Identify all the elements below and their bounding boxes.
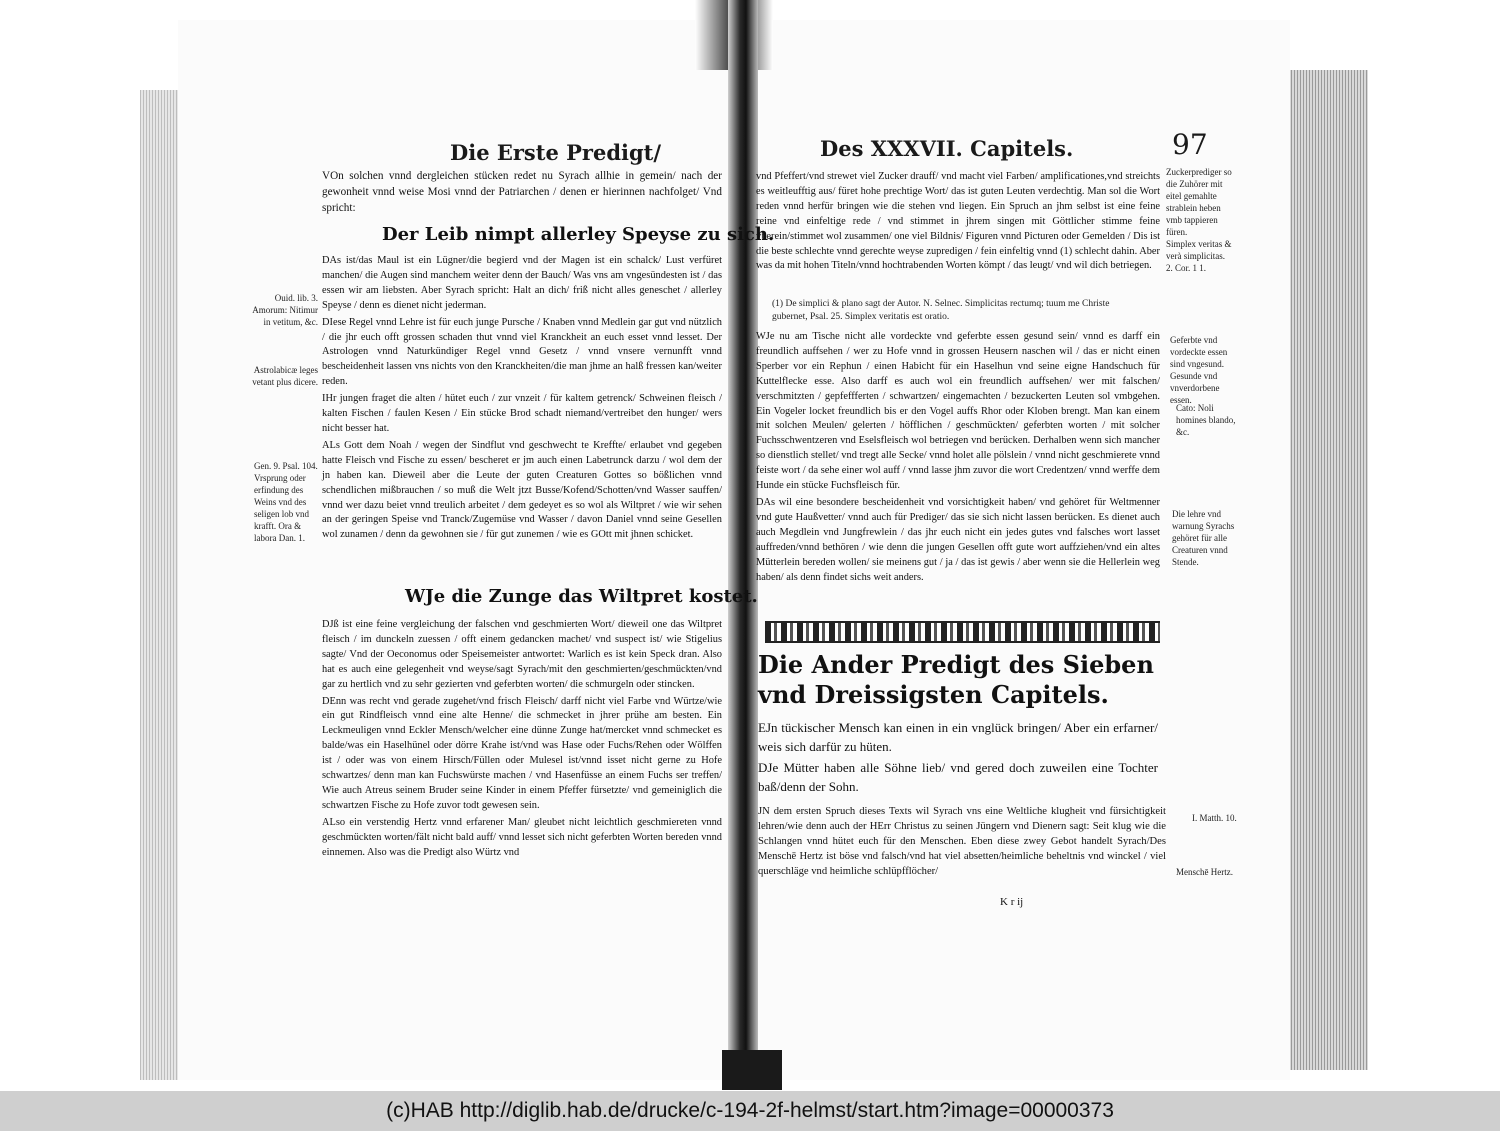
right-body-1: vnd Pfeffert/vnd strewet viel Zucker drauff/ vnd macht viel Farben/ amplificationes,vnd streichts es weitleufftig aus/ füret hohe prechtige Wort/ das ist guten Leuten verdechtig. Man sol die Wort reden vnnd herfür bringen wie die stehen vnd liegen. Ein Spruch an jhm selbst ist eine feine reine vnd einfeltige rede / vnd stimmet in jhrem singen mit Göttlicher stimme feine vberein/stimmet wol zusammen/ one viel Bildnis/ Figuren vnnd Picturen oder Gemelden / Dis ist die beste schlechte vnnd gerechte weyse zupredigen / fein einfeltig vnnd (1) schlecht dahin. Aber was da mit hohen Titeln/vnnd hochtrabenden Worten kömpt / das leugt/ vnd wil dich betriegen. xyxy=(756,171,1160,272)
gutter-bottom xyxy=(722,1050,782,1090)
left-margin-note-3: Gen. 9. Psal. 104. Vrsprung oder erfindung des Weins vnd des seligen lob vnd krafft. Ora & labora Dan. 1. xyxy=(254,461,318,543)
left-heading-2: WJe die Zunge das Wiltpret kostet. xyxy=(405,586,758,607)
page-edges-left xyxy=(140,90,180,1080)
paragraph: DAs wil eine besondere bescheidenheit vnd vorsichtigkeit haben/ vnd gehöret für Weltmenner vnd gute Haußvetter/ vnnd auch für Prediger/ das sie sich nicht lassen berücken. Es dienet auch auch Megdlein vnd Jungfrewlein / das jhr euch nicht ein jedes gutes vnd falsches wort lasset auffreden/vnnd bethören / wie denn die jungen Gesellen offt gute wort auffziehen/vnd ein altes Mütterlein bereden wollen/ sie meinens gut / ja / das ist gewis / aber wenn sie die Hellerlein weg haben/ als denn findet sichs weit anders. xyxy=(756,496,1160,583)
paragraph: ALso ein verstendig Hertz vnnd erfarener Man/ gleubet nicht leichtlich geschmiereten vnnd geschmückten worten/fält nicht bald auff/ vnnd lesset sich nicht geferbten Worten bereden vnnd einnemen. Also was die Predigt also Würtz vnd xyxy=(322,816,722,858)
paragraph: DIese Regel vnnd Lehre ist für euch junge Pursche / Knaben vnnd Medlein gar gut vnd nützlich / die jhr euch offt grossen schaden thut vnnd viel Kranckheit an euch esset vnnd lesset. Der Astrologen vnnd Naturkündiger Regel vnnd Gesetz / vnnd vnsere vernunfft vnnd bescheidenheit lassen vns nichts von den Kranckheiten/die man jhme an halß fressen kan/weiter reden. xyxy=(322,316,722,388)
verse: EJn tückischer Mensch kan einen in ein vnglück bringen/ Aber ein erfarner/ weis sich darfür zu hüten. xyxy=(758,720,1158,754)
copyright-footer: (c)HAB http://diglib.hab.de/drucke/c-194-2f-helmst/start.htm?image=00000373 xyxy=(0,1091,1500,1131)
footnote: (1) De simplici & plano sagt der Autor. N. Selnec. Simplicitas rectumq; tuum me Christe gubernet, Psal. 25. Simplex veritatis est oratio. xyxy=(772,299,1110,322)
book-gutter xyxy=(728,0,758,1080)
right-margin-note-2: Simplex veritas & verà simplicitas. 2. Cor. 1 1. xyxy=(1166,239,1232,273)
left-heading-1: Der Leib nimpt allerley Speyse zu sich. xyxy=(382,224,775,245)
right-margin-note-1: Zuckerprediger so die Zuhörer mit eitel gemahlte strablein heben vmb tappieren füren. xyxy=(1166,167,1232,237)
left-body-1 xyxy=(322,254,722,545)
right-margin-note-4: Cato: Noli homines blando, &c. xyxy=(1176,403,1236,437)
second-sermon-title: Die Ander Predigt des Sieben vnd Dreissigsten Capitels. xyxy=(758,650,1154,709)
right-margin-note-6: I. Matth. 10. xyxy=(1192,813,1237,823)
left-margin-note-2: Astrolabicæ leges vetant plus dicere. xyxy=(252,365,318,387)
signature-mark: K r ij xyxy=(1000,896,1024,908)
page-number: 97 xyxy=(1172,128,1208,161)
right-margin-note-7: Menschē Hertz. xyxy=(1176,867,1233,877)
left-margin-note-1: Ouid. lib. 3. Amorum: Nitimur in vetitum, &c. xyxy=(252,293,318,327)
paragraph: DJß ist eine feine vergleichung der falschen vnd geschmierten Wort/ dieweil one das Wiltpret fleisch / im dunckeln zuessen / offt einem gedancken machet/ vnd suspect ist/ wie Stigelius sagte/ Vnd der Oeconomus oder Speisemeister antwortet: Warlich es ist kein Speck dran. Also hat es auch eine gelegenheit vnd weyse/sagt Syrach/mit den geschmierten/geschmückten/vnd gar zu hertlich vnd zu sehr gezierten vnd geferbten worten/ die schmurgeln oder stincken. xyxy=(322,619,722,690)
left-running-head: Die Erste Predigt/ xyxy=(450,140,662,165)
right-margin-note-5: Die lehre vnd warnung Syrachs gehöret für alle Creaturen vnnd Stende. xyxy=(1172,509,1235,567)
paragraph: DEnn was recht vnd gerade zugehet/vnd frisch Fleisch/ darff nicht viel Farbe vnd Würtze/wie ein gut Rindfleisch vnnd eine alte Henne/ die schmecket in jhrer prühe am besten. Ein Leckmeuligen vnnd Eckler Mensch/welcher eine dünne Zunge hat/mercket vnnd schmecket es balde/was ein Haselhünel oder dörre Krahe ist/vnd was Hase oder Fuchs/Rehen oder Wölffen ist / oder was von einem Hirsch/Füllen oder Mulesel ist/vnnd isset nicht gerne zu Hofe schwartzes/ denn man kan Fuchswürste machen / vnd Hasenfüsse an einem Fuchs ser treffen/ Wie auch Atreus seinem Bruder seine Kinder in einem Pfeffer fürsetzte/ vnd gemeiniglich die schwartzen Fische zu Hofe zuvor todt gewesen sein. xyxy=(322,695,722,811)
scripture-verses xyxy=(758,718,1158,798)
paragraph: IHr jungen fraget die alten / hütet euch / zur vnzeit / für kaltem getrenck/ Schweinen fleisch / kalten Fischen / faulen Kesen / Ein stücke Brod schadt niemand/vertreibet den hunger/ wers nicht besser hat. xyxy=(322,393,722,434)
verse: DJe Mütter haben alle Söhne lieb/ vnd gered doch zuweilen eine Tochter baß/denn der Sohn. xyxy=(758,760,1158,794)
left-intro: VOn solchen vnnd dergleichen stücken redet nu Syrach allhie in gemein/ nach der gewonheit vnnd weise Mosi vnnd der Patriarchen / denen er hierinnen nachfolget/ Vnd spricht: xyxy=(322,170,722,214)
paragraph: DAs ist/das Maul ist ein Lügner/die begierd vnd der Magen ist ein schalck/ Lust verfüret manchen/ die Augen sind manchem weiter denn der Bauch/ Was vns am vngesündesten ist / das essen wir am liebsten. Aber Syrach spricht: Halt an dich/ friß nicht alles geneschet / allerley Speyse / denn es dienet nicht jederman. xyxy=(322,255,722,311)
paragraph: ALs Gott dem Noah / wegen der Sindflut vnd geschwecht te Kreffte/ erlaubet vnd gegeben hatte Fleisch vnd Fische zu essen/ bescheret er jm auch einen Labetrunck darzu / wol dem der jn haben kan. Dieweil aber die Leute der guten Creaturen Gottes so bößlichen vnnd schendlichen mißbrauchen / so muß die Welt jtzt Busse/Kofend/Schotten/vnd Wasser sauffen/ vnnd wer dazu beiet vnnd treulich arbeitet / dem gedeyet es so wol als Wiltpret / wie wir sehen an der geringen Speise vnd Tranck/Zugemüse vnd Wasser / davon Daniel vnnd seine Gesellen wol zunamen / denn da gewohnen sie / für gut zunemen / wie es GOtt mit jhnen schicket. xyxy=(322,439,722,541)
right-running-head: Des XXXVII. Capitels. xyxy=(820,136,1074,161)
page-edges-right xyxy=(1288,70,1368,1070)
right-body-3: JN dem ersten Spruch dieses Texts wil Syrach vns eine Weltliche klugheit vnd fürsichtigkeit lehren/wie denn auch der HErr Christus zu seinen Jüngern vnd Dienern sagt: Seit klug wie die Schlangen vnnd hütet euch für den Menschen. Eben diese zwey Gebot handelt Syrach/Des Menschē Hertz ist böse vnd falsch/vnd hat viel absetten/heimliche beheltnis vnd winckel / viel querschläge vnd heimliche schlüpfflöcher/ xyxy=(758,806,1166,877)
left-body-2 xyxy=(322,618,722,863)
right-body-2 xyxy=(756,330,1160,587)
paragraph: WJe nu am Tische nicht alle vordeckte vnd geferbte essen gesund sein/ vnnd es darff ein freundlich auffsehen / wer zu Hofe vnnd in grossen Heusern naschen wil / das er nicht einen Sperber vor ein Rephun / einen Habicht für ein Haselhun vnd seine eigne Handschuch für Kuttelflecke esse. Also darff es auch wol ein freundlich auffsehen/ wer mit falschen/ verschmitzten / gepfeffferten / schwartzen/ eingemachten / bezuckerten Leuten sol vmbgehen. Ein Vogeler locket freundlich bis er den Vogel auffs Rhor oder Kloben brengt. Man kan einem mit solchen Meulen/ gelerten / höfflichen / geschmückten/ geferbten worten / mit solcher Fuchsschwentzeren vnd Eselsfleisch wol betriegen vnd berücken. Derhalben wenn sich mancher so dienstlich stellet/ vnd tregt alle Secke/ vnnd holet alle pölslein / vnnd nicht geschmierete vnnd feiste wort / da sehe einer wol auff / vnnd lasse jhm zuvor die wort Credentzen/ vnnd werffe dem Hunde ein stücke Fuchsfleisch für. xyxy=(756,331,1160,492)
ornament-divider xyxy=(765,621,1160,643)
right-margin-note-3: Geferbte vnd vordeckte essen sind vngesund. Gesunde vnd vnverdorbene essen. xyxy=(1170,335,1228,405)
